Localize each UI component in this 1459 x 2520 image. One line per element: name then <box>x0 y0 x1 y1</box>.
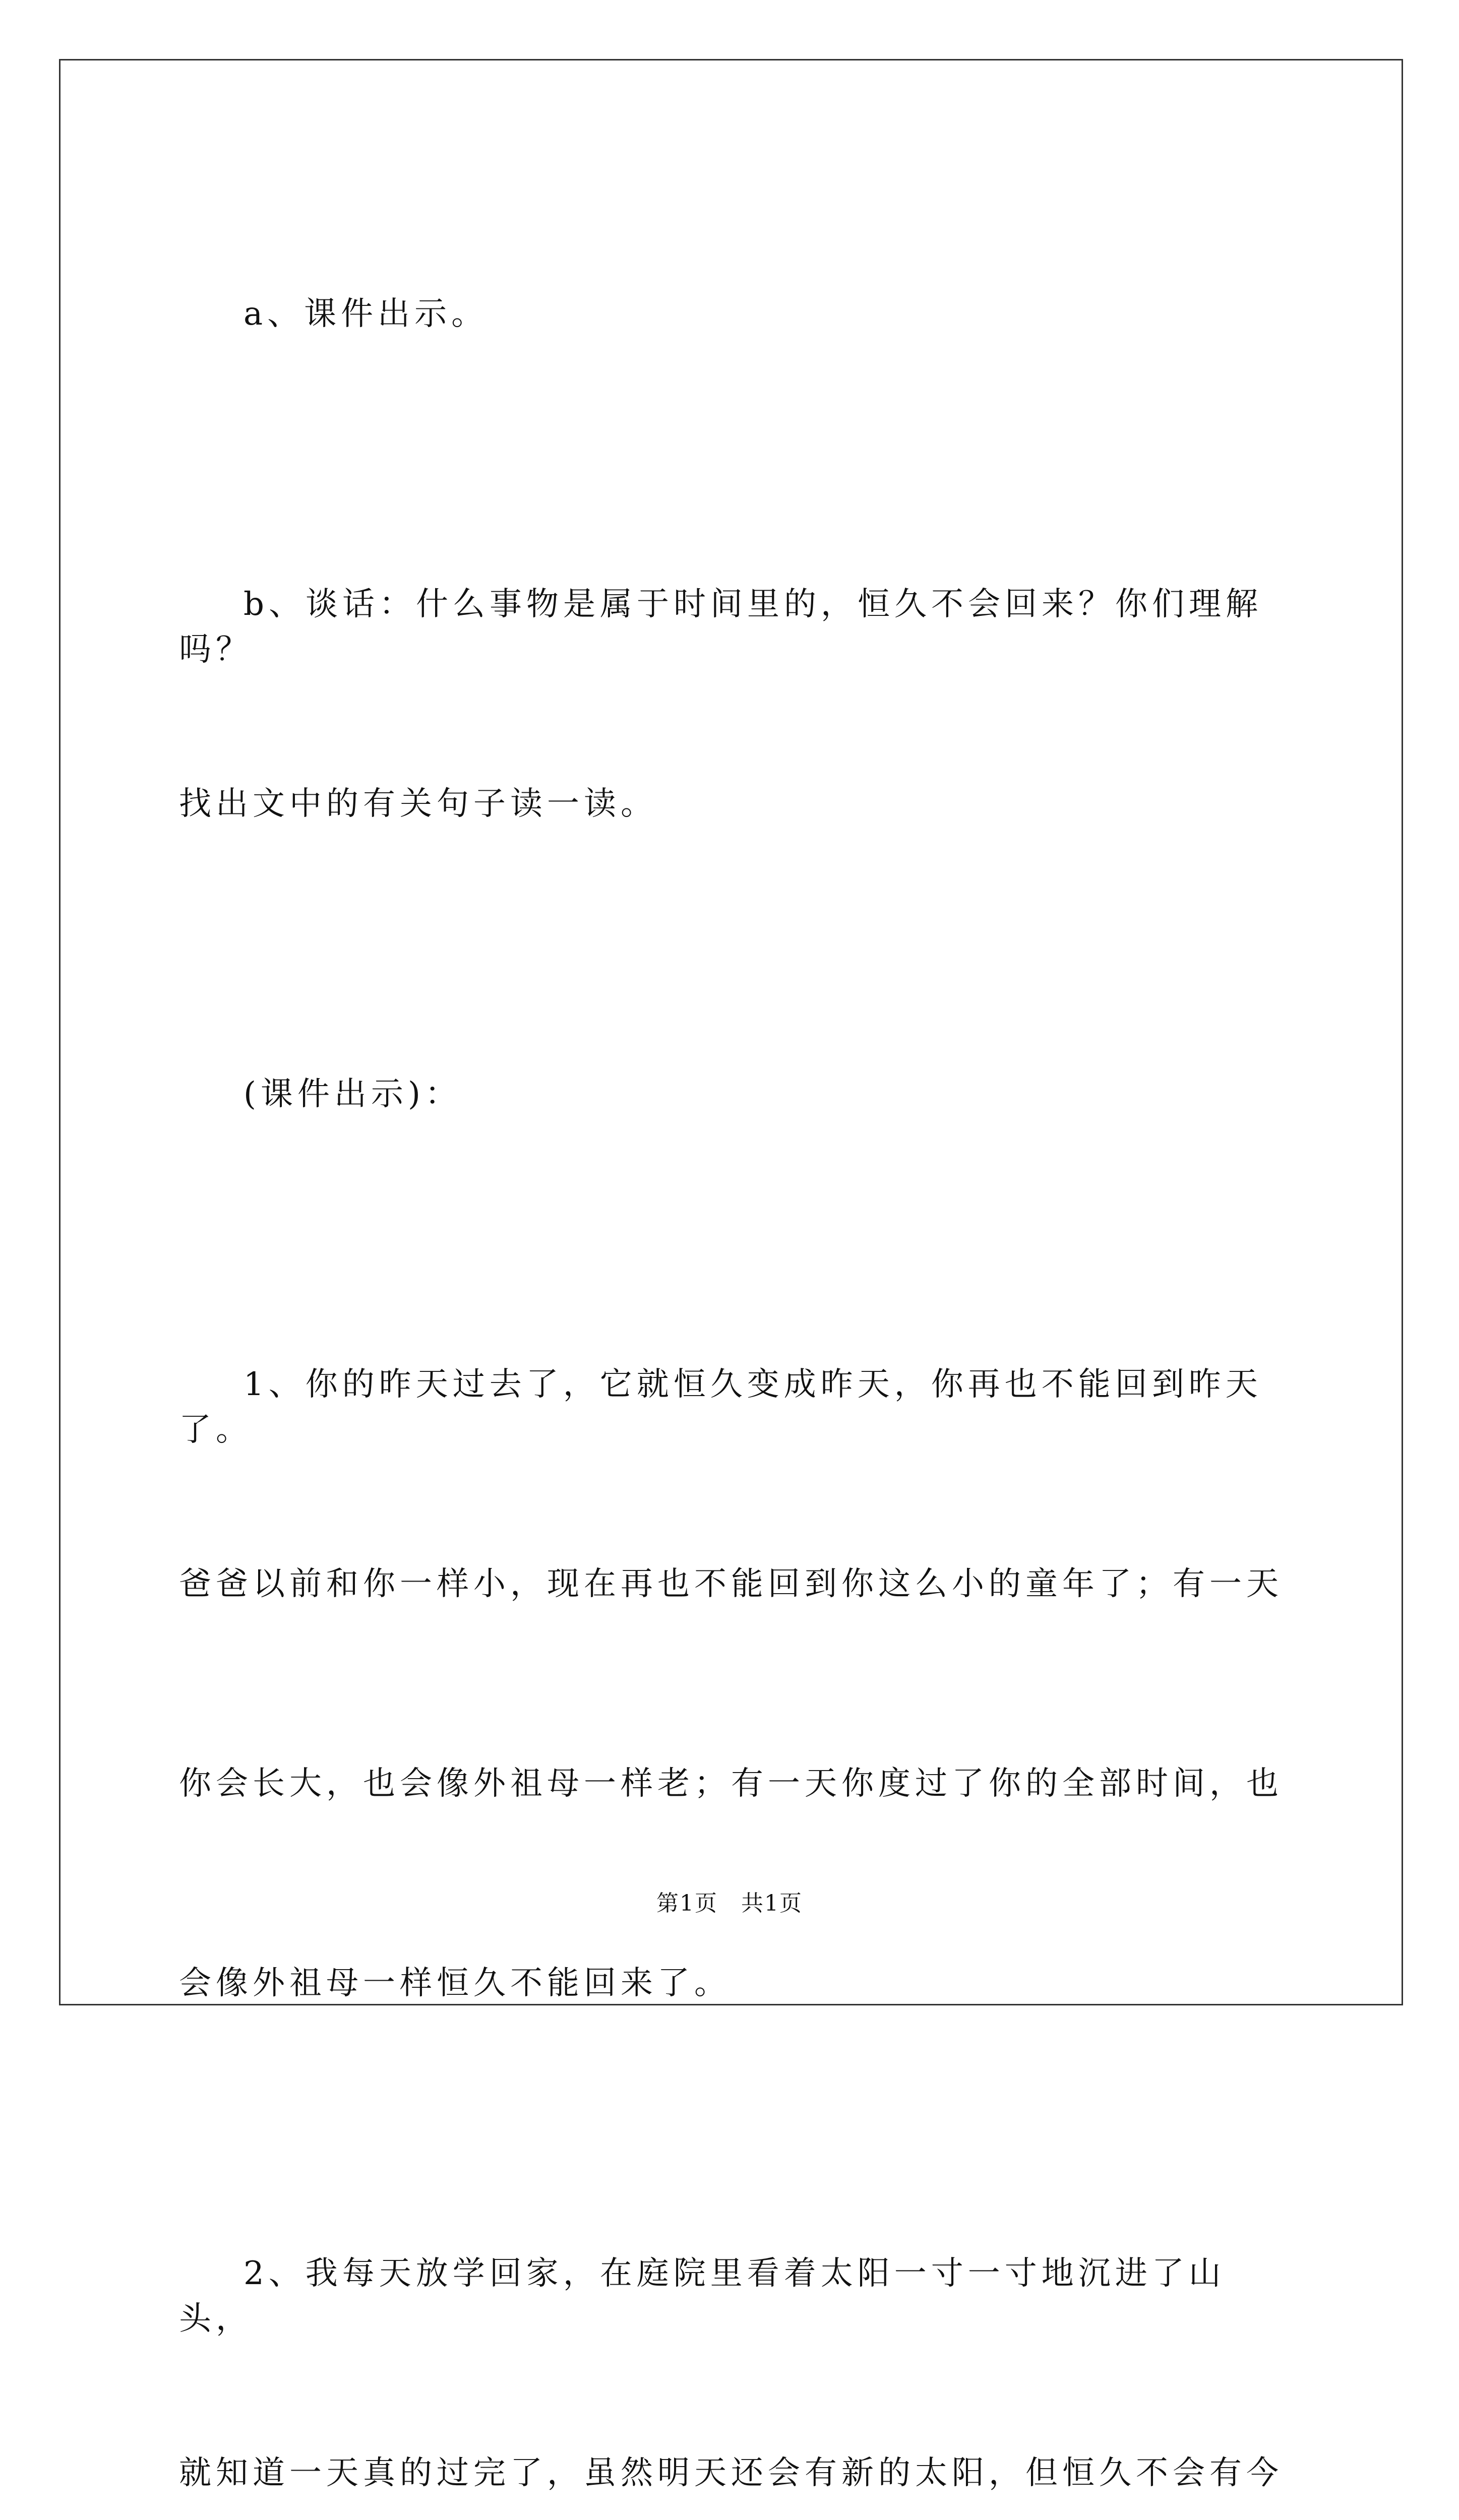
text-line: 爸爸以前和你一样小，现在再也不能回到你这么小的童年了；有一天 <box>179 1565 1283 1603</box>
text-line: 找出文中的有关句子读一读。 <box>179 785 657 823</box>
document-body <box>179 201 1288 2520</box>
paragraph-b <box>179 491 1288 981</box>
text-line: 会像外祖母一样恒久不能回来了。 <box>179 1965 731 2002</box>
text-line: (课件出示)： <box>244 1076 462 1113</box>
paragraph-courseware <box>179 981 1288 1271</box>
text-line: 2、我每天放学回家，在庭院里看着太阳一寸一寸地沉进了山头， <box>179 2255 1226 2338</box>
text-line: 就知道一天真的过完了，虽然明天还会有新的太阳，但恒久不会有今 <box>179 2454 1283 2492</box>
text-line: a、课件出示。 <box>244 295 489 333</box>
paragraph-a <box>179 201 1288 491</box>
paragraph-1 <box>179 1271 1288 2160</box>
paragraph-2 <box>179 2160 1288 2520</box>
text-line: 1、你的昨天过去了，它就恒久变成昨天，你再也不能回到昨天了。 <box>179 1366 1262 1448</box>
page-footer: 第1页 共1页 <box>656 1891 803 1916</box>
text-line: b、谈话：什么事物是属于时间里的，恒久不会回来？你们理解吗？ <box>179 586 1262 668</box>
text-line: 你会长大，也会像外祖母一样老；有一天你度过了你的全部时间，也 <box>179 1765 1283 1802</box>
